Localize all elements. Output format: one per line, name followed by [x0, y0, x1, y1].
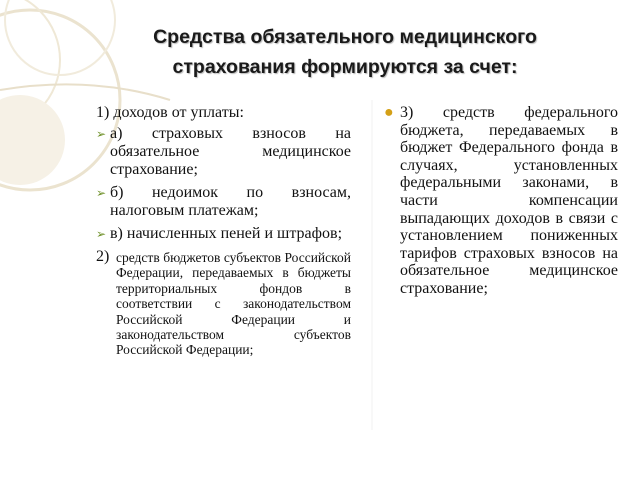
item-3-text: 3) средств федерального бюджета, передаваемых в бюджет Федерального фонда в случаях, установленных федеральными законами, в части компенсации выпадающих доходов в связи с установлением пониженных тарифов страховых взносов на обязательное медицинское страхование;	[400, 104, 618, 297]
sub-item-b	[96, 184, 351, 220]
arrow-bullet-icon: ➢	[96, 227, 107, 241]
item-2-number: 2)	[96, 248, 110, 265]
item-2-text: средств бюджетов субъектов Российской Федерации, передаваемых в бюджеты территориальных фондов в соответствии с законодательством Российской Федерации и законодательством субъектов Российской Федерации;	[116, 250, 351, 358]
sub-item-text: в) начисленных пеней и штрафов;	[110, 225, 343, 242]
item-3	[384, 104, 618, 298]
right-column	[384, 104, 618, 298]
left-column	[96, 104, 351, 358]
arrow-bullet-icon: ➢	[96, 127, 107, 141]
sub-item-c	[96, 225, 351, 243]
sub-item-a	[96, 125, 351, 179]
round-bullet-icon: ●	[384, 104, 394, 121]
arrow-bullet-icon: ➢	[96, 186, 107, 200]
item-1-label: 1) доходов от уплаты:	[96, 104, 244, 121]
slide-title: Средства обязательного медицинского страхования формируются за счет:	[153, 26, 537, 78]
sub-item-text: б) недоимок по взносам, налоговым платежам;	[110, 184, 351, 219]
sub-item-text: а) страховых взносов на обязательное медицинское страхование;	[110, 125, 351, 178]
item-2	[96, 248, 351, 358]
